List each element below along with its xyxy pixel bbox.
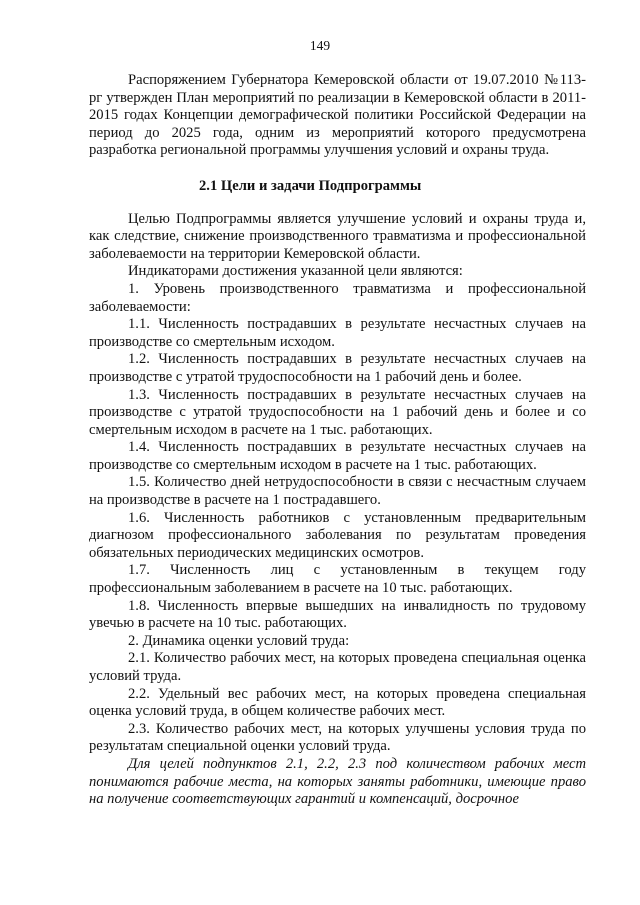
list-item-2-3: 2.3. Количество рабочих мест, на которых улучшены условия труда по результатам специальной оценки условий труда. bbox=[89, 720, 586, 755]
list-item-1-8: 1.8. Численность впервые вышедших на инвалидность по трудовому увечью в расчете на 10 тыс. работающих. bbox=[89, 597, 586, 632]
paragraph-indicators-intro: Индикаторами достижения указанной цели являются: bbox=[128, 263, 463, 280]
list-item-1-3: 1.3. Численность пострадавших в результате несчастных случаев на производстве с утратой трудоспособности на 1 рабочий день и более и со смертельным исходом в расчете на 1 тыс. работающих. bbox=[89, 386, 586, 438]
list-item-1-7: 1.7. Численность лиц с установленным в текущем году профессиональным заболеванием в расчете на 10 тыс. работающих. bbox=[89, 562, 586, 597]
list-item-2-2: 2.2. Удельный вес рабочих мест, на которых проведена специальная оценка условий труда, в общем количестве рабочих мест. bbox=[89, 685, 586, 720]
list-item-1: 1. Уровень производственного травматизма и профессиональной заболеваемости: bbox=[89, 280, 586, 315]
list-item-1-2: 1.2. Численность пострадавших в результате несчастных случаев на производстве с утратой трудоспособности на 1 рабочий день и более. bbox=[89, 351, 586, 385]
italic-note: Для целей подпунктов 2.1, 2.2, 2.3 под количеством рабочих мест понимаются рабочие места, на которых заняты работники, имеющие право на получение соответствующих гарантий и компенсаций, досрочное bbox=[89, 755, 586, 808]
list-item-2: 2. Динамика оценки условий труда: bbox=[128, 632, 350, 649]
list-item-1-6: 1.6. Численность работников с установленным предварительным диагнозом профессионального заболевания по результатам проведения обязательных периодических медицинских осмотров. bbox=[89, 509, 586, 561]
section-heading: 2.1 Цели и задачи Подпрограммы bbox=[199, 177, 422, 194]
intro-paragraph: Распоряжением Губернатора Кемеровской области от 19.07.2010 №113-рг утвержден План мероприятий по реализации в Кемеровской области в 2011-2015 годах Концепции демографической политики Российской Федерации на период до 2025 года, одним из мероприятий которого предусмотрена разработка региональной программы улучшения условий и охраны труда. bbox=[89, 72, 586, 159]
list-item-1-4: 1.4. Численность пострадавших в результате несчастных случаев на производстве со смертельным исходом в расчете на 1 тыс. работающих. bbox=[89, 439, 586, 473]
document-body bbox=[89, 72, 586, 809]
paragraph-goal: Целью Подпрограммы является улучшение условий и охраны труда и, как следствие, снижение производственного травматизма и профессиональной заболеваемости на территории Кемеровской области. bbox=[89, 210, 586, 262]
list-item-1-5: 1.5. Количество дней нетрудоспособности в связи с несчастным случаем на производстве в расчете на 1 пострадавшего. bbox=[89, 474, 586, 509]
list-item-1-1: 1.1. Численность пострадавших в результате несчастных случаев на производстве со смертельным исходом. bbox=[89, 316, 586, 350]
page-number: 149 bbox=[309, 38, 331, 53]
list-item-2-1: 2.1. Количество рабочих мест, на которых проведена специальная оценка условий труда. bbox=[89, 650, 586, 684]
